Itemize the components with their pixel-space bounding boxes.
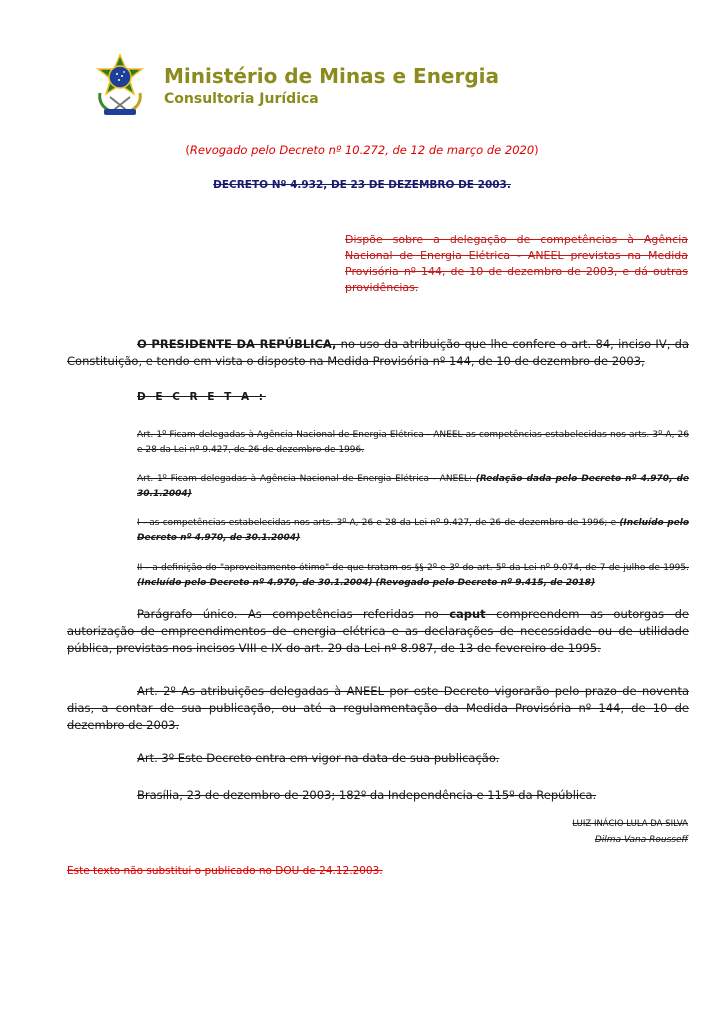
signature-minister: Dilma Vana Rousseff [594, 835, 688, 845]
date-place: Brasília, 23 de dezembro de 2003; 182º da Independência e 115º da República. [137, 788, 597, 802]
art1-original: Art. 1º Ficam delegadas à Agência Nacional de Energia Elétrica - ANEEL as competências estabelecidas nos arts. 3º-A, 26 e 28 da Lei nº 9.427, de 26 de dezembro de 1996. [137, 430, 689, 455]
ementa: Dispõe sobre a delegação de competências à Agência Nacional de Energia Elétrica - ANEEL previstas na Medida Provisória nº 144, de 10 de dezembro de 2003, e dá outras providências. [345, 233, 688, 294]
art3: Art. 3º Este Decreto entra em vigor na data de sua publicação. [137, 751, 500, 765]
preamble-text: no uso da atribuição que lhe confere o art. 84, inciso IV, da Constituição, e tendo em vista o disposto na Medida Provisória nº 144, de 10 de dezembro de 2003, [67, 337, 689, 368]
office-subtitle: Consultoria Jurídica [164, 91, 319, 107]
revocation-notice [0, 143, 724, 157]
preamble-president: O PRESIDENTE DA REPÚBLICA, [137, 337, 337, 351]
revocation-close-paren: ) [534, 143, 539, 157]
inciso-i-note-link[interactable]: (Incluído pelo Decreto nº 4.970, de 30.1.2004) [137, 518, 690, 543]
revocation-open-paren: ( [185, 143, 190, 157]
art1-amended-text: Art. 1º Ficam delegadas à Agência Nacional de Energia Elétrica - ANEEL: [137, 474, 476, 484]
inciso-ii-note2-link[interactable]: (Revogado pelo Decreto nº 9.415, de 2018) [375, 578, 596, 588]
paragrafo-text2: compreendem as outorgas de autorização de empreendimentos de energia elétrica e as declarações de necessidade ou de utilidade pública, previstas nos incisos VIII e IX do art. 29 da Lei nº 8.987, de 13 de fevereiro de 1995. [67, 607, 689, 655]
footer-note: Este texto não substitui o publicado no DOU de 24.12.2003. [67, 865, 383, 877]
paragrafo-text1: As competências referidas no [237, 607, 450, 621]
art1-amended-note-link[interactable]: (Redação dada pelo Decreto nº 4.970, de 30.1.2004) [137, 474, 689, 499]
inciso-i-text: I - as competências estabelecidas nos arts. 3º-A, 26 e 28 da Lei nº 9.427, de 26 de dezembro de 1996; e [137, 518, 620, 528]
art2: Art. 2º As atribuições delegadas à ANEEL por este Decreto vigorarão pelo prazo de noventa dias, a contar de sua publicação, ou até a regulamentação da Medida Provisória nº 144, de 10 de dezembro de 2003. [67, 684, 689, 732]
signature-president: LUIZ INÁCIO LULA DA SILVA [572, 819, 688, 829]
inciso-i [137, 516, 689, 546]
ministry-title: Ministério de Minas e Energia [164, 64, 500, 88]
paragrafo-lead: Parágrafo único. [137, 607, 238, 621]
preamble [67, 336, 689, 370]
paragrafo-unico [67, 606, 689, 657]
inciso-ii-text: II - a definição do "aproveitamento ótimo" de que tratam os §§ 2º e 3º do art. 5º da Lei nº 9.074, de 7 de julho de 1995. [137, 563, 689, 573]
inciso-ii [137, 561, 689, 591]
decree-title: DECRETO Nº 4.932, DE 23 DE DEZEMBRO DE 2003. [213, 179, 511, 191]
coat-of-arms-icon [92, 53, 148, 119]
decreta-heading: D E C R E T A : [137, 391, 266, 403]
inciso-ii-note1-link[interactable]: (Incluído pelo Decreto nº 4.970, de 30.1.2004) [137, 578, 373, 588]
art1-amended [137, 472, 689, 502]
paragrafo-caput: caput [449, 607, 486, 621]
revocation-link[interactable]: Revogado pelo Decreto nº 10.272, de 12 de março de 2020 [189, 143, 535, 157]
